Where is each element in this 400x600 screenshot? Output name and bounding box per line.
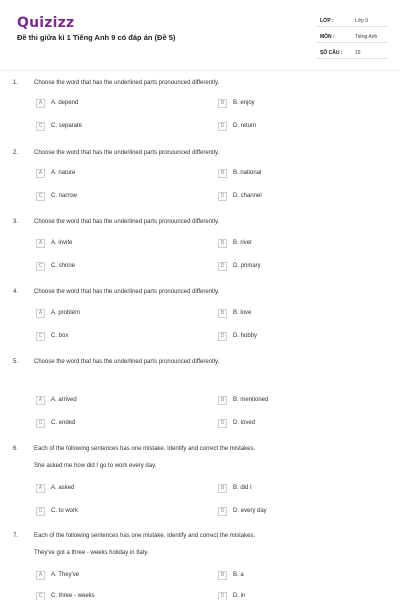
option-text: B. enjoy [233, 100, 255, 106]
meta-value: Tiếng Anh [355, 34, 378, 40]
option-text: A. invite [51, 240, 73, 246]
option-text: B. a [233, 572, 244, 578]
option-letter-box: D [218, 332, 227, 341]
option-letter-box: B [218, 571, 227, 580]
option-letter-box: C [36, 262, 45, 271]
question-text: Choose the word that has the underlined parts pronounced differently. [34, 289, 220, 295]
option-text: D. loved [233, 420, 256, 426]
option-text: C. box [51, 333, 69, 339]
question-number: 5. [13, 359, 19, 365]
question-text: Each of the following sentences has one mistake. Identify and correct the mistakes. [34, 533, 256, 539]
option-text: B. did I [233, 485, 252, 491]
meta-row-subject [317, 30, 387, 43]
option-text: D. primary [233, 263, 261, 269]
quizizz-logo: Quizizz [17, 15, 75, 31]
question-text: Choose the word that has the underlined parts pronounced differently. [34, 359, 220, 365]
option-text: B. national [233, 170, 262, 176]
option-letter-box: B [218, 396, 227, 405]
option-text: D. channel [233, 193, 262, 199]
option-text: B. mentioned [233, 397, 269, 403]
document-title: Đề thi giữa kì 1 Tiếng Anh 9 có đáp án (Đề 5) [17, 33, 176, 42]
meta-label: SỐ CÂU : [320, 50, 343, 56]
option-text: C. narrow [51, 193, 78, 199]
question-sentence: She asked me how did I go to work every day. [34, 463, 157, 469]
option-letter-box: A [36, 169, 45, 178]
option-letter-box: C [36, 332, 45, 341]
question-text: Choose the word that has the underlined parts pronounced differently. [34, 80, 220, 86]
option-letter-box: D [218, 262, 227, 271]
option-letter-box: D [218, 192, 227, 201]
option-text: A. problem [51, 310, 81, 316]
question-text: Each of the following sentences has one mistake. Identify and correct the mistakes. [34, 446, 256, 452]
question-text: Choose the word that has the underlined parts pronounced differently. [34, 219, 220, 225]
option-text: C. ended [51, 420, 76, 426]
option-letter-box: B [218, 239, 227, 248]
option-text: C. to work [51, 508, 79, 514]
option-letter-box: A [36, 309, 45, 318]
option-text: A. asked [51, 485, 75, 491]
option-letter-box: C [36, 122, 45, 131]
meta-value: Lớp 9 [355, 18, 369, 24]
option-letter-box: C [36, 592, 45, 600]
header-divider [0, 70, 400, 71]
meta-value: 15 [355, 50, 361, 56]
option-text: A. depend [51, 100, 79, 106]
option-text: C. separate [51, 123, 83, 129]
option-letter-box: D [218, 122, 227, 131]
option-text: C. shrine [51, 263, 76, 269]
meta-row-question-count [317, 46, 387, 59]
option-text: A. They've [51, 572, 80, 578]
meta-row-grade [317, 14, 387, 27]
question-number: 1. [13, 80, 19, 86]
option-letter-box: B [218, 309, 227, 318]
question-number: 6. [13, 446, 19, 452]
option-letter-box: A [36, 571, 45, 580]
option-letter-box: B [218, 169, 227, 178]
question-number: 3. [13, 219, 19, 225]
option-letter-box: A [36, 99, 45, 108]
option-text: B. love [233, 310, 252, 316]
option-text: C. three - weeks [51, 593, 95, 599]
option-text: D. in [233, 593, 246, 599]
option-text: A. nature [51, 170, 76, 176]
option-letter-box: A [36, 396, 45, 405]
option-letter-box: D [218, 419, 227, 428]
option-text: D. every day [233, 508, 267, 514]
option-letter-box: A [36, 239, 45, 248]
document-header [0, 0, 400, 70]
option-text: A. arrived [51, 397, 77, 403]
option-letter-box: D [218, 507, 227, 516]
option-text: D. hobby [233, 333, 258, 339]
option-letter-box: A [36, 484, 45, 493]
option-letter-box: C [36, 507, 45, 516]
option-letter-box: B [218, 99, 227, 108]
option-text: B. river [233, 240, 253, 246]
question-number: 4. [13, 289, 19, 295]
question-number: 2. [13, 150, 19, 156]
option-letter-box: C [36, 192, 45, 201]
question-text: Choose the word that has the underlined parts pronounced differently. [34, 150, 220, 156]
meta-label: MÔN : [320, 34, 335, 40]
question-sentence: They've got a three - weeks holiday in Italy. [34, 550, 149, 556]
option-letter-box: D [218, 592, 227, 600]
option-text: D. return [233, 123, 257, 129]
option-letter-box: B [218, 484, 227, 493]
meta-label: LỚP : [320, 18, 334, 24]
question-number: 7. [13, 533, 19, 539]
option-letter-box: C [36, 419, 45, 428]
